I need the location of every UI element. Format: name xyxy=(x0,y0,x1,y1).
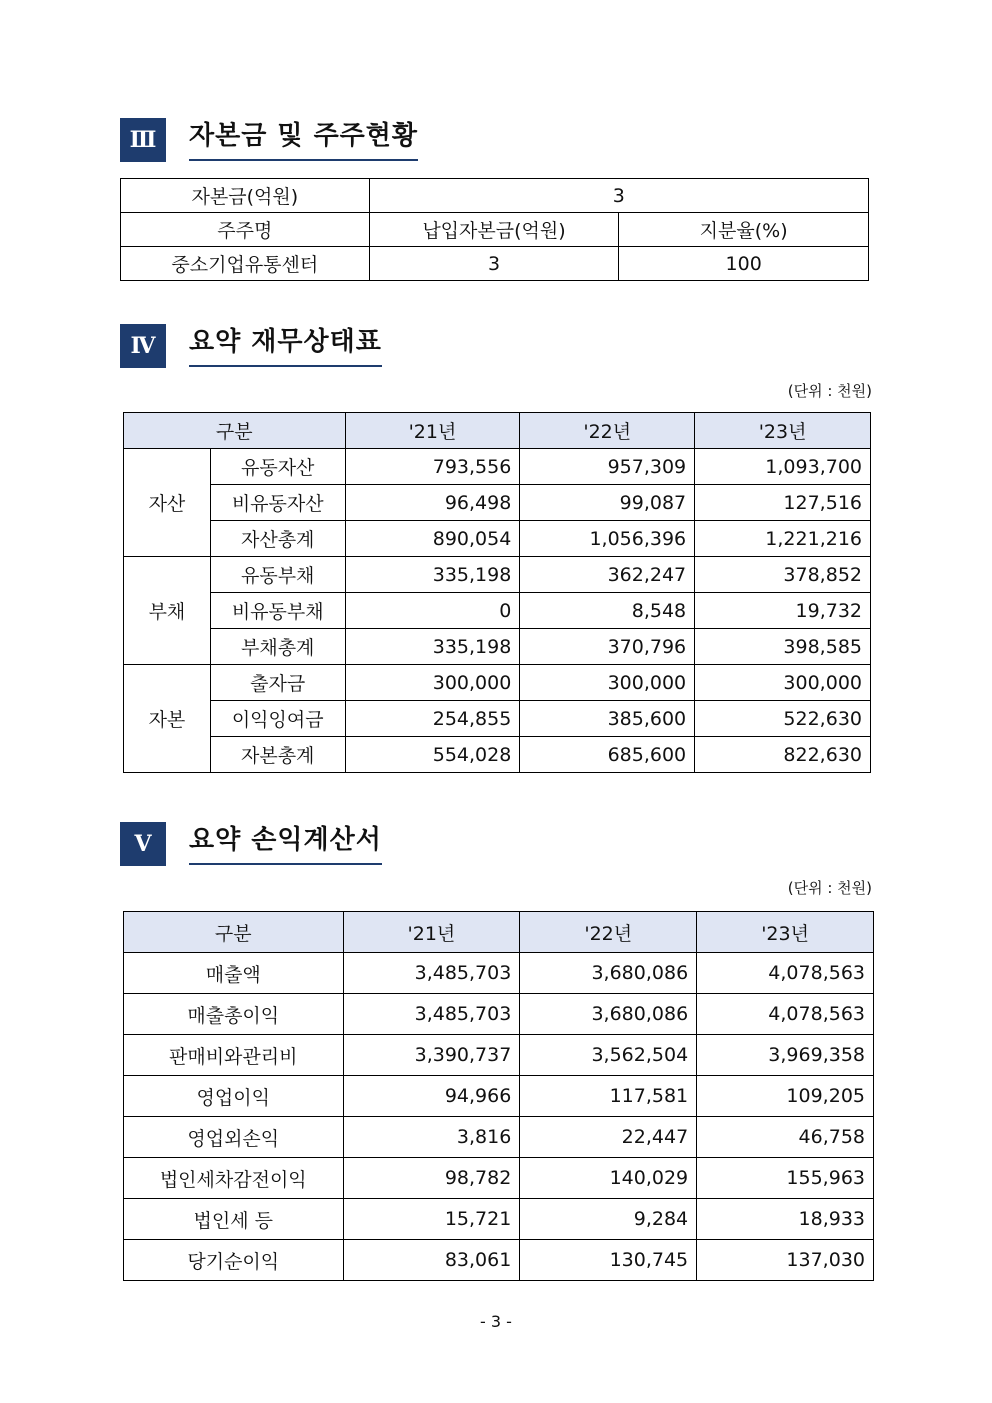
row-label: 부채총계 xyxy=(210,629,345,665)
value-23: 4,078,563 xyxy=(697,994,874,1035)
row-label: 판매비와관리비 xyxy=(124,1035,344,1076)
section4-title: 요약 재무상태표 xyxy=(189,325,382,367)
value-22: 8,548 xyxy=(520,593,695,629)
value-23: 1,093,700 xyxy=(695,449,871,485)
section3-heading xyxy=(120,118,418,162)
row-label: 자산총계 xyxy=(210,521,345,557)
value-22: 385,600 xyxy=(520,701,695,737)
section5-unit: (단위 : 천원) xyxy=(787,879,872,897)
value-21: 98,782 xyxy=(343,1158,520,1199)
value-21: 0 xyxy=(345,593,520,629)
row-label: 유동자산 xyxy=(210,449,345,485)
value-23: 4,078,563 xyxy=(697,953,874,994)
table-row xyxy=(124,629,871,665)
row-label: 법인세 등 xyxy=(124,1199,344,1240)
shareholder-name: 중소기업유통센터 xyxy=(121,247,370,281)
value-21: 3,485,703 xyxy=(343,953,520,994)
value-23: 1,221,216 xyxy=(695,521,871,557)
row-label: 비유동자산 xyxy=(210,485,345,521)
table-header-row xyxy=(124,413,871,449)
table-row xyxy=(124,557,871,593)
row-label: 매출총이익 xyxy=(124,994,344,1035)
header-category: 구분 xyxy=(124,912,344,953)
header-year-22: '22년 xyxy=(520,413,695,449)
capital-label: 자본금(억원) xyxy=(121,179,370,213)
table-row xyxy=(124,1158,874,1199)
value-22: 99,087 xyxy=(520,485,695,521)
value-22: 3,680,086 xyxy=(520,994,697,1035)
row-label: 비유동부채 xyxy=(210,593,345,629)
value-22: 300,000 xyxy=(520,665,695,701)
table-row xyxy=(124,449,871,485)
value-23: 109,205 xyxy=(697,1076,874,1117)
value-23: 19,732 xyxy=(695,593,871,629)
value-23: 137,030 xyxy=(697,1240,874,1281)
header-year-23: '23년 xyxy=(695,413,871,449)
value-22: 3,680,086 xyxy=(520,953,697,994)
balance-sheet-table xyxy=(123,412,871,773)
value-23: 46,758 xyxy=(697,1117,874,1158)
table-row xyxy=(124,737,871,773)
value-21: 300,000 xyxy=(345,665,520,701)
table-row xyxy=(124,1117,874,1158)
value-22: 957,309 xyxy=(520,449,695,485)
table-row xyxy=(124,1199,874,1240)
page-number: - 3 - xyxy=(480,1312,512,1331)
value-22: 117,581 xyxy=(520,1076,697,1117)
share-ratio: 100 xyxy=(619,247,869,281)
section5-heading xyxy=(120,822,382,866)
value-22: 362,247 xyxy=(520,557,695,593)
capital-shareholder-table xyxy=(120,178,869,281)
table-row xyxy=(124,1076,874,1117)
value-21: 335,198 xyxy=(345,557,520,593)
row-label: 매출액 xyxy=(124,953,344,994)
value-22: 140,029 xyxy=(520,1158,697,1199)
group-liabilities: 부채 xyxy=(124,557,211,665)
value-21: 793,556 xyxy=(345,449,520,485)
section5-badge: Ⅴ xyxy=(120,822,166,866)
section5-title: 요약 손익계산서 xyxy=(189,823,382,865)
value-22: 22,447 xyxy=(520,1117,697,1158)
value-21: 3,816 xyxy=(343,1117,520,1158)
section4-heading xyxy=(120,324,382,368)
header-share-ratio: 지분율(%) xyxy=(619,213,869,247)
value-23: 300,000 xyxy=(695,665,871,701)
row-label: 이익잉여금 xyxy=(210,701,345,737)
header-year-22: '22년 xyxy=(520,912,697,953)
income-statement-table xyxy=(123,911,874,1281)
row-label: 영업외손익 xyxy=(124,1117,344,1158)
table-row xyxy=(124,665,871,701)
value-23: 3,969,358 xyxy=(697,1035,874,1076)
header-category: 구분 xyxy=(124,413,346,449)
header-year-21: '21년 xyxy=(345,413,520,449)
value-21: 94,966 xyxy=(343,1076,520,1117)
row-label: 당기순이익 xyxy=(124,1240,344,1281)
value-23: 127,516 xyxy=(695,485,871,521)
section3-title: 자본금 및 주주현황 xyxy=(189,119,418,161)
value-23: 822,630 xyxy=(695,737,871,773)
value-23: 155,963 xyxy=(697,1158,874,1199)
section4-unit: (단위 : 천원) xyxy=(787,382,872,400)
section3-badge: Ⅲ xyxy=(120,118,166,162)
section4-badge: Ⅳ xyxy=(120,324,166,368)
table-row xyxy=(124,1240,874,1281)
table-row xyxy=(124,701,871,737)
value-21: 335,198 xyxy=(345,629,520,665)
value-21: 3,485,703 xyxy=(343,994,520,1035)
value-21: 890,054 xyxy=(345,521,520,557)
header-year-21: '21년 xyxy=(343,912,520,953)
table-row xyxy=(124,485,871,521)
value-21: 3,390,737 xyxy=(343,1035,520,1076)
table-row xyxy=(121,247,869,281)
table-row xyxy=(124,1035,874,1076)
header-year-23: '23년 xyxy=(697,912,874,953)
row-label: 유동부채 xyxy=(210,557,345,593)
value-22: 130,745 xyxy=(520,1240,697,1281)
value-21: 15,721 xyxy=(343,1199,520,1240)
table-header-row xyxy=(124,912,874,953)
table-row xyxy=(121,179,869,213)
table-row xyxy=(124,521,871,557)
row-label: 법인세차감전이익 xyxy=(124,1158,344,1199)
group-assets: 자산 xyxy=(124,449,211,557)
value-22: 370,796 xyxy=(520,629,695,665)
header-paid-capital: 납입자본금(억원) xyxy=(369,213,619,247)
table-row xyxy=(124,593,871,629)
value-23: 18,933 xyxy=(697,1199,874,1240)
value-21: 83,061 xyxy=(343,1240,520,1281)
table-row xyxy=(124,994,874,1035)
table-row xyxy=(124,953,874,994)
group-equity: 자본 xyxy=(124,665,211,773)
table-header-row xyxy=(121,213,869,247)
value-21: 96,498 xyxy=(345,485,520,521)
capital-value: 3 xyxy=(369,179,868,213)
value-21: 554,028 xyxy=(345,737,520,773)
value-22: 9,284 xyxy=(520,1199,697,1240)
value-23: 522,630 xyxy=(695,701,871,737)
value-23: 398,585 xyxy=(695,629,871,665)
value-22: 685,600 xyxy=(520,737,695,773)
row-label: 출자금 xyxy=(210,665,345,701)
row-label: 영업이익 xyxy=(124,1076,344,1117)
value-22: 1,056,396 xyxy=(520,521,695,557)
row-label: 자본총계 xyxy=(210,737,345,773)
value-23: 378,852 xyxy=(695,557,871,593)
value-21: 254,855 xyxy=(345,701,520,737)
paid-capital: 3 xyxy=(369,247,619,281)
value-22: 3,562,504 xyxy=(520,1035,697,1076)
header-shareholder: 주주명 xyxy=(121,213,370,247)
